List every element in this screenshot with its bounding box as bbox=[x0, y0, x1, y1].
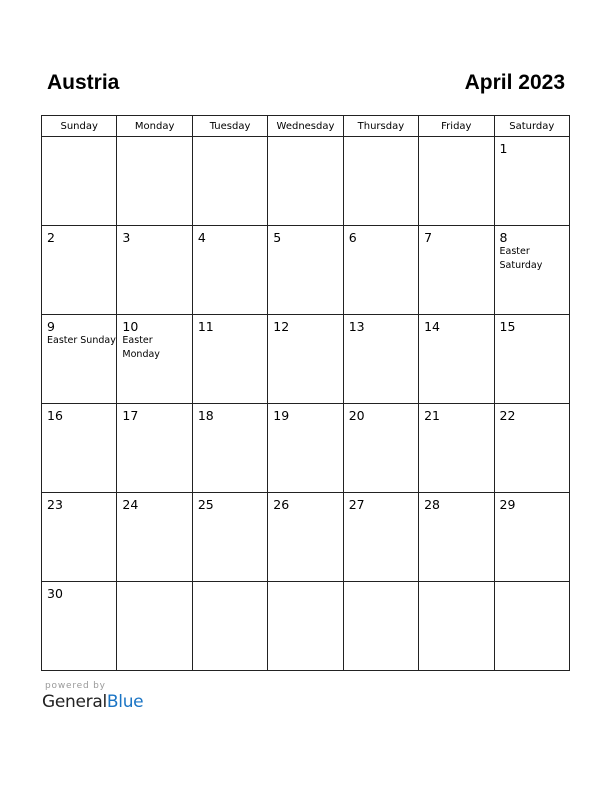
day-cell bbox=[343, 226, 418, 315]
day-number: 16 bbox=[47, 408, 63, 423]
day-cell bbox=[343, 137, 418, 226]
day-number: 28 bbox=[424, 497, 441, 512]
day-cell bbox=[192, 137, 267, 226]
day-number: 11 bbox=[197, 319, 214, 334]
week-row bbox=[42, 493, 570, 582]
calendar-body bbox=[42, 137, 570, 671]
day-number: 5 bbox=[273, 230, 282, 245]
weekday-header: Tuesday bbox=[192, 116, 267, 137]
day-number: 15 bbox=[499, 319, 516, 334]
week-row bbox=[42, 137, 570, 226]
day-cell bbox=[192, 315, 267, 404]
day-cell bbox=[42, 404, 117, 493]
day-cell bbox=[419, 582, 494, 671]
country-title: Austria bbox=[47, 71, 120, 94]
day-number: 2 bbox=[47, 230, 55, 245]
day-cell bbox=[117, 226, 192, 315]
day-number: 27 bbox=[348, 497, 365, 512]
day-cell bbox=[192, 226, 267, 315]
weekday-header: Saturday bbox=[494, 116, 569, 137]
day-cell bbox=[494, 315, 569, 404]
day-number: 26 bbox=[273, 497, 290, 512]
day-number: 22 bbox=[499, 408, 516, 423]
day-cell bbox=[494, 137, 569, 226]
day-number: 3 bbox=[122, 230, 131, 245]
day-number: 8 bbox=[499, 230, 508, 245]
day-cell bbox=[117, 315, 192, 404]
day-number: 12 bbox=[273, 319, 290, 334]
day-cell bbox=[192, 582, 267, 671]
weekday-header-row bbox=[42, 116, 570, 137]
day-cell bbox=[117, 404, 192, 493]
holiday-label: Easter Sunday bbox=[47, 335, 116, 346]
day-cell bbox=[494, 404, 569, 493]
day-cell bbox=[192, 404, 267, 493]
day-cell bbox=[343, 493, 418, 582]
day-number: 20 bbox=[348, 408, 365, 423]
day-cell bbox=[117, 137, 192, 226]
day-cell bbox=[419, 404, 494, 493]
day-number: 23 bbox=[47, 497, 63, 512]
day-cell bbox=[494, 493, 569, 582]
weekday-header: Sunday bbox=[42, 116, 117, 137]
calendar-grid bbox=[41, 115, 570, 671]
day-number: 7 bbox=[424, 230, 433, 245]
week-row bbox=[42, 226, 570, 315]
day-number: 14 bbox=[424, 319, 441, 334]
day-cell bbox=[419, 226, 494, 315]
day-cell bbox=[343, 315, 418, 404]
brand-name-blue: Blue bbox=[106, 692, 144, 712]
holiday-label: Easter Saturday bbox=[499, 246, 543, 271]
day-cell bbox=[268, 582, 343, 671]
weekday-header: Friday bbox=[419, 116, 494, 137]
day-number: 4 bbox=[197, 230, 206, 245]
day-cell bbox=[117, 582, 192, 671]
brand-name-general: General bbox=[42, 692, 107, 712]
day-number: 29 bbox=[499, 497, 516, 512]
day-cell bbox=[42, 493, 117, 582]
week-row bbox=[42, 404, 570, 493]
day-number: 6 bbox=[348, 230, 357, 245]
day-cell bbox=[343, 582, 418, 671]
weekday-header: Monday bbox=[117, 116, 192, 137]
brand-logo bbox=[42, 692, 143, 712]
day-cell bbox=[42, 226, 117, 315]
day-cell bbox=[42, 137, 117, 226]
day-number: 21 bbox=[424, 408, 441, 423]
day-cell bbox=[419, 137, 494, 226]
day-number: 30 bbox=[47, 586, 63, 601]
day-number: 25 bbox=[197, 497, 214, 512]
day-number: 9 bbox=[47, 319, 55, 334]
holiday-label: Easter Monday bbox=[122, 335, 160, 360]
day-cell bbox=[42, 315, 117, 404]
day-number: 10 bbox=[122, 319, 139, 334]
day-number: 24 bbox=[122, 497, 139, 512]
day-number: 1 bbox=[499, 141, 508, 156]
day-cell bbox=[192, 493, 267, 582]
day-cell bbox=[419, 493, 494, 582]
day-cell bbox=[343, 404, 418, 493]
week-row bbox=[42, 315, 570, 404]
day-cell bbox=[42, 582, 117, 671]
powered-by-text: powered by bbox=[45, 681, 106, 691]
day-cell bbox=[117, 493, 192, 582]
day-number: 19 bbox=[273, 408, 290, 423]
day-number: 18 bbox=[197, 408, 214, 423]
footer-branding bbox=[42, 681, 143, 712]
week-row bbox=[42, 582, 570, 671]
day-cell bbox=[419, 315, 494, 404]
weekday-header: Wednesday bbox=[268, 116, 343, 137]
day-cell bbox=[268, 226, 343, 315]
day-cell bbox=[494, 582, 569, 671]
day-number: 17 bbox=[122, 408, 139, 423]
day-number: 13 bbox=[348, 319, 365, 334]
day-cell bbox=[268, 404, 343, 493]
day-cell bbox=[268, 137, 343, 226]
day-cell bbox=[494, 226, 569, 315]
month-title: April 2023 bbox=[464, 71, 565, 94]
day-cell bbox=[268, 315, 343, 404]
weekday-header: Thursday bbox=[343, 116, 418, 137]
day-cell bbox=[268, 493, 343, 582]
